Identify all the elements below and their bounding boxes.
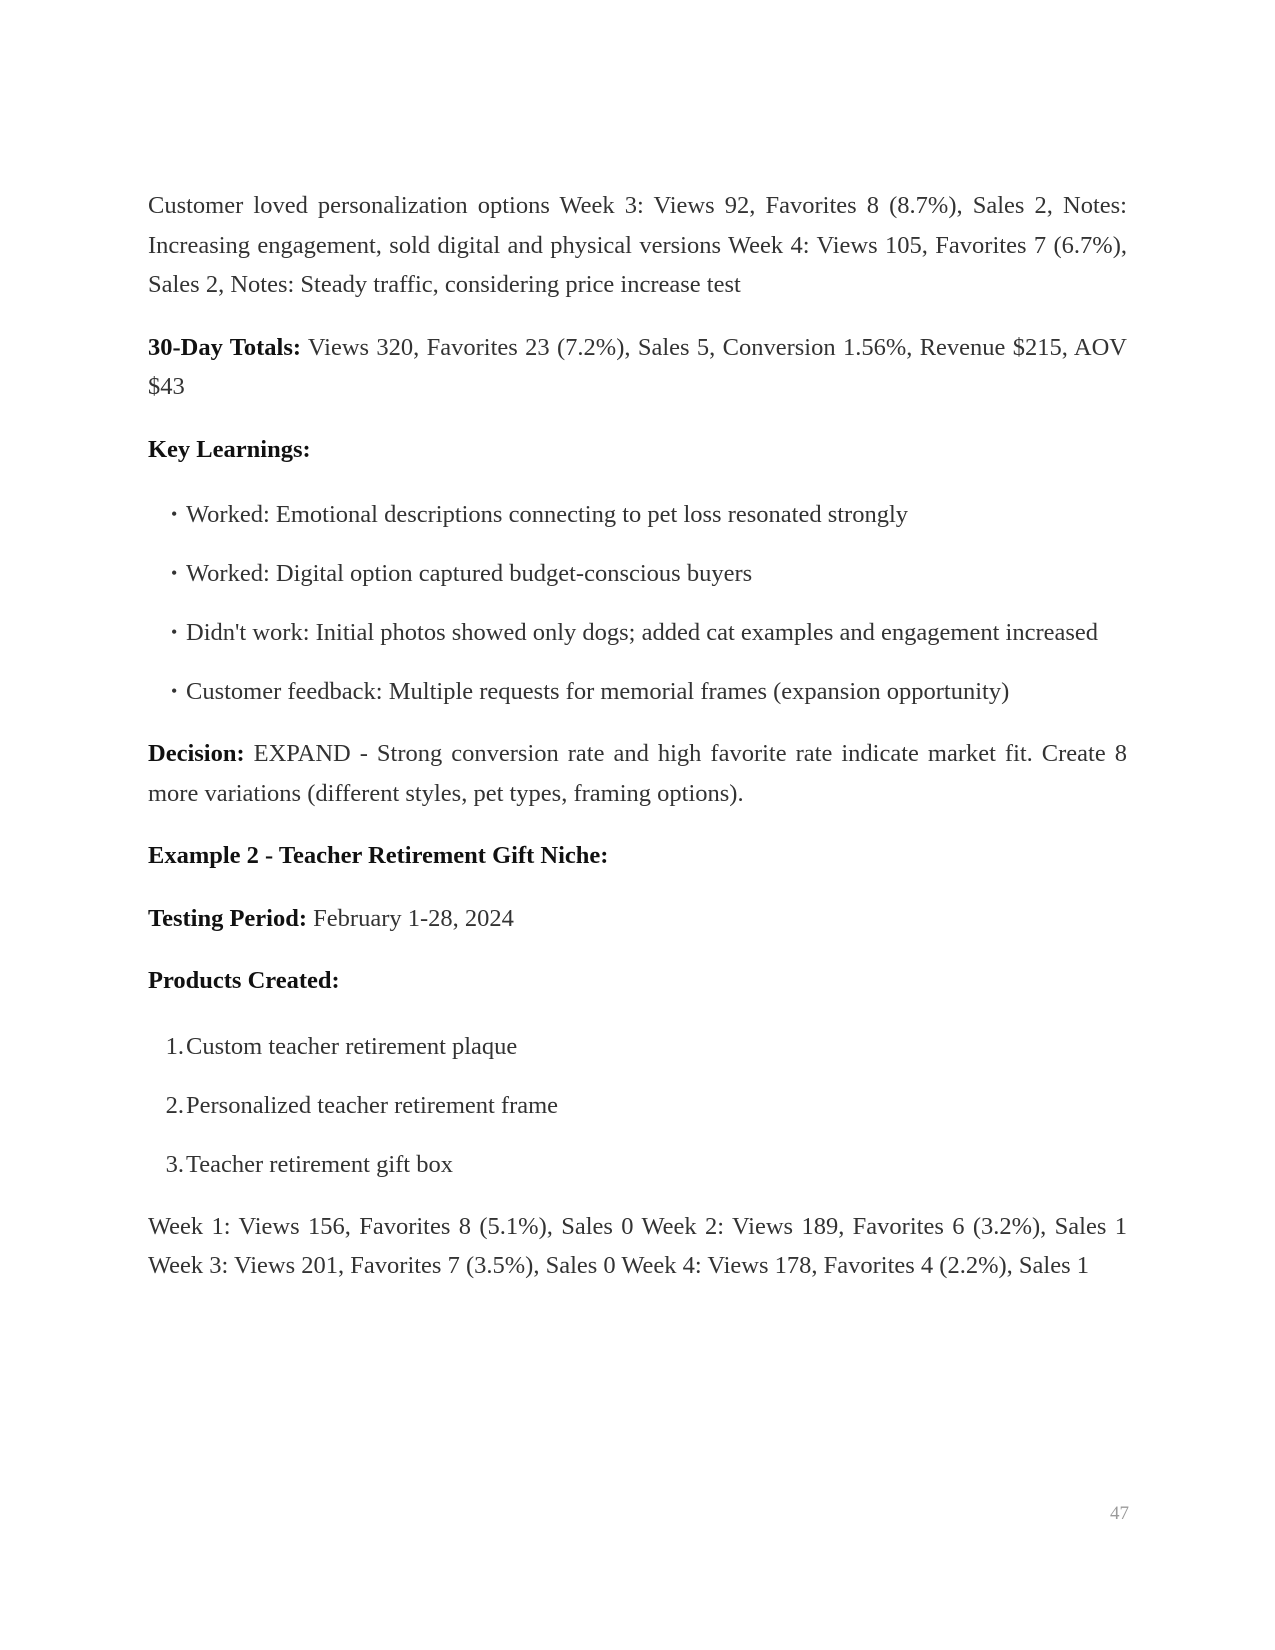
list-item-text: Teacher retirement gift box [186, 1150, 453, 1178]
decision-label: Decision: [148, 740, 245, 767]
totals-label: 30-Day Totals: [148, 333, 302, 361]
list-item-text: Personalized teacher retirement frame [186, 1091, 559, 1119]
list-item [165, 1024, 1127, 1069]
list-item [171, 551, 1127, 596]
list-item [165, 1142, 1127, 1187]
example-2-heading: Example 2 - Teacher Retirement Gift Niche: [148, 842, 609, 869]
testing-period-text: February 1-28, 2024 [307, 904, 514, 932]
key-learnings-heading: Key Learnings: [148, 435, 311, 463]
list-item-text: Custom teacher retirement plaque [186, 1032, 518, 1060]
list-item [165, 1083, 1127, 1128]
products-list [148, 1024, 1127, 1187]
list-item [171, 669, 1127, 714]
weekly-results-paragraph: Week 1: Views 156, Favorites 8 (5.1%), Sales 0 Week 2: Views 189, Favorites 6 (3.2%), Sales 1 Week 3: Views 201, Favorites 7 (3.5%), Sales 0 Week 4: Views 178, Favorites 4 (2.2%), Sales 1 [148, 1212, 1127, 1279]
key-learnings-list [148, 492, 1127, 714]
list-item-text: Didn't work: Initial photos showed only dogs; added cat examples and engagement increased [186, 619, 1099, 646]
list-item-text: Worked: Emotional descriptions connecting to pet loss resonated strongly [186, 501, 908, 528]
bullet-icon: • [171, 563, 178, 583]
products-created-heading: Products Created: [148, 967, 340, 994]
testing-period-label: Testing Period: [148, 904, 308, 932]
decision-text: EXPAND - Strong conversion rate and high favorite rate indicate market fit. Create 8 more variations (different styles, pet types, framing options). [148, 740, 1127, 807]
document-page [148, 186, 1127, 1286]
testing-period-paragraph [148, 899, 1127, 939]
bullet-icon: • [171, 681, 178, 701]
list-number: 3. [165, 1150, 184, 1178]
list-item [171, 610, 1127, 655]
list-item-text: Customer feedback: Multiple requests for memorial frames (expansion opportunity) [186, 678, 1010, 705]
list-item-text: Worked: Digital option captured budget-conscious buyers [186, 560, 753, 587]
list-number: 2. [165, 1091, 184, 1119]
page-number: 47 [1110, 1503, 1129, 1524]
bullet-icon: • [171, 504, 178, 524]
decision-paragraph [148, 734, 1127, 813]
list-item [171, 492, 1127, 537]
continuation-paragraph: Customer loved personalization options Week 3: Views 92, Favorites 8 (8.7%), Sales 2, Notes: Increasing engagement, sold digital and physical versions Week 4: Views 105, Favorites 7 (6.7%), Sales 2, Notes: Steady traffic, considering price increase test [148, 192, 1127, 298]
list-number: 1. [165, 1032, 184, 1060]
bullet-icon: • [171, 622, 178, 642]
totals-text: Views 320, Favorites 23 (7.2%), Sales 5, Conversion 1.56%, Revenue $215, AOV $43 [148, 333, 1127, 400]
totals-paragraph [148, 328, 1127, 407]
